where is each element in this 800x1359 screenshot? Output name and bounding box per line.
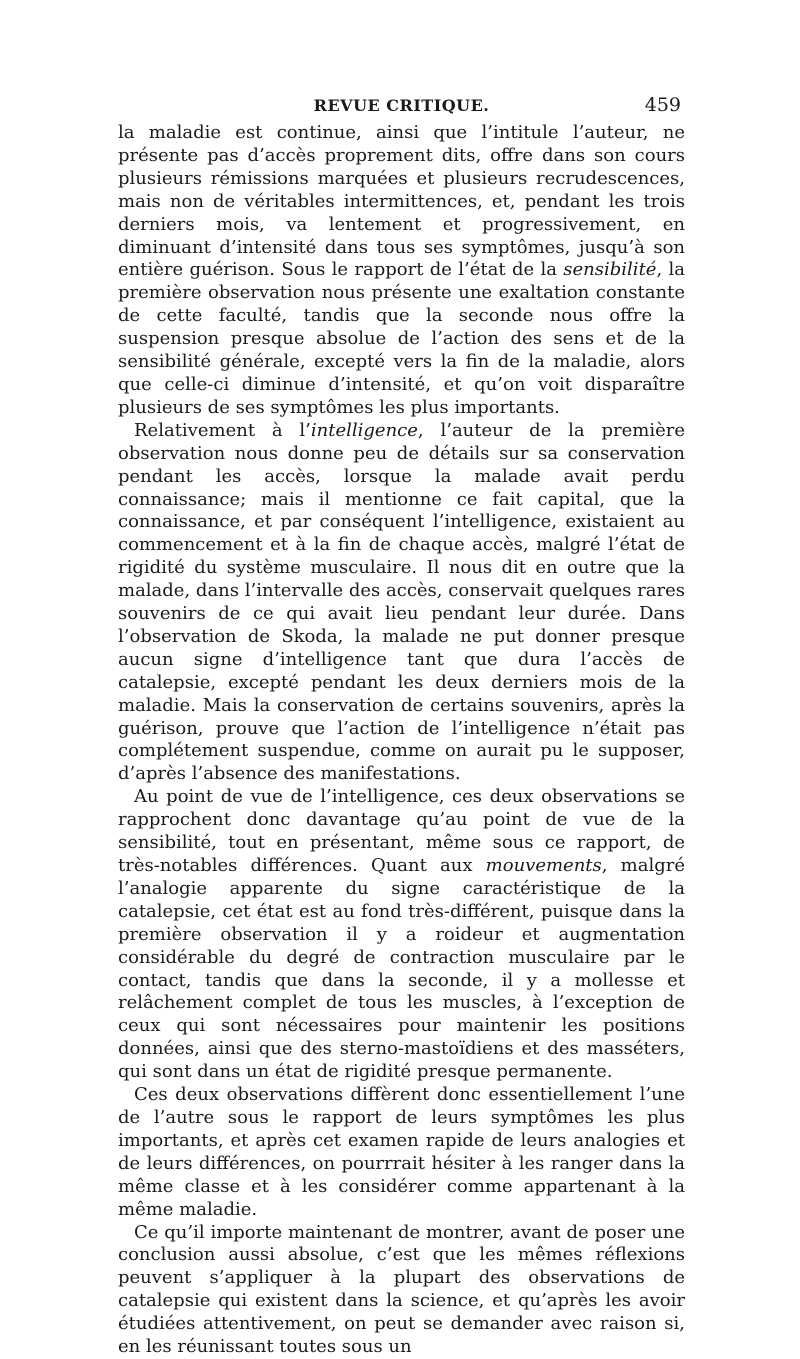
paragraph-2 <box>118 420 685 787</box>
text-run: Ces deux observations diffèrent donc essentiellement l’une de l’autre sous le rapport de leurs symptômes les plus importants, et après cet examen rapide de leurs analogies et de leurs différences, on pourrrait hésiter à les ranger dans la même classe et à les considérer comme appartenant à la même maladie. <box>118 1084 685 1220</box>
page-number: 459 <box>644 94 681 116</box>
italic-term-sensibilite: sensibilité <box>563 259 657 281</box>
paragraph-3 <box>118 786 685 1084</box>
page-header <box>118 92 685 122</box>
text-run: Au point de vue de l’intelligence, ces deux observations se rapprochent donc davantage qu’au point de vue de la sensibilité, tout en présentant, même sous ce rapport, de très-notables différences. Quant aux <box>118 786 685 876</box>
book-page <box>118 92 686 1358</box>
text-run: , la première observation nous présente une exaltation constante de cette faculté, tandis que la seconde nous offre la suspension presque absolue de l’action des sens et de la sensibilité générale, excepté vers la fin de la maladie, alors que celle-ci diminue d’intensité, et qu’on voit disparaître plusieurs de ses symptômes les plus importants. <box>118 259 685 418</box>
running-title: REVUE CRITIQUE. <box>313 96 490 115</box>
paragraph-4 <box>118 1084 685 1221</box>
text-run: , l’auteur de la première observation nous donne peu de détails sur sa conservation pendant les accès, lorsque la malade avait perdu connaissance; mais il mentionne ce fait capital, que la connaissance, et par conséquent l’intelligence, existaient au commencement et à la fin de chaque accès, malgré l’état de rigidité du système musculaire. Il nous dit en outre que la malade, dans l’intervalle des accès, conservait quelques rares souvenirs de ce qui avait lieu pendant leur durée. Dans l’observation de Skoda, la malade ne put donner presque aucun signe d’intelligence tant que dura l’accès de catalepsie, excepté pendant les deux derniers mois de la maladie. Mais la conservation de certains souvenirs, après la guérison, prouve que l’action de l’intelligence n’était pas complétement suspendue, comme on aurait pu le supposer, d’après l’absence des manifestations. <box>118 419 685 785</box>
text-run: , malgré l’analogie apparente du signe caractéristique de la catalepsie, cet état est au fond très-différent, puisque dans la première observation il y a roideur et augmentation considérable du degré de contraction musculaire par le contact, tandis que dans la seconde, il y a mollesse et relâchement complet de tous les muscles, à l’exception de ceux qui sont nécessaires pour maintenir les positions données, ainsi que des sterno-mastoïdiens et des masséters, qui sont dans un état de rigidité presque permanente. <box>118 855 686 1083</box>
paragraph-5 <box>118 1222 685 1359</box>
body-text <box>118 122 685 1359</box>
text-run: Ce qu’il importe maintenant de montrer, avant de poser une conclusion aussi absolue, c’est que les mêmes réflexions peuvent s’appliquer à la plupart des observations de catalepsie qui existent dans la science, et qu’après les avoir étudiées attentivement, on peut se demander avec raison si, en les réunissant toutes sous un <box>118 1221 685 1358</box>
paragraph-1 <box>118 122 685 420</box>
text-run: la maladie est continue, ainsi que l’intitule l’auteur, ne présente pas d’accès proprement dits, offre dans son cours plusieurs rémissions marquées et plusieurs recrudescences, mais non de véritables intermittences, et, pendant les trois derniers mois, va lentement et progressivement, en diminuant d’intensité dans tous ses symptômes, jusqu’à son entière guérison. Sous le rapport de l’état de la <box>118 122 685 281</box>
italic-term-intelligence: intelligence <box>310 419 418 441</box>
italic-term-mouvements: mouvements <box>485 855 602 876</box>
text-run: Relativement à l’ <box>134 419 311 441</box>
